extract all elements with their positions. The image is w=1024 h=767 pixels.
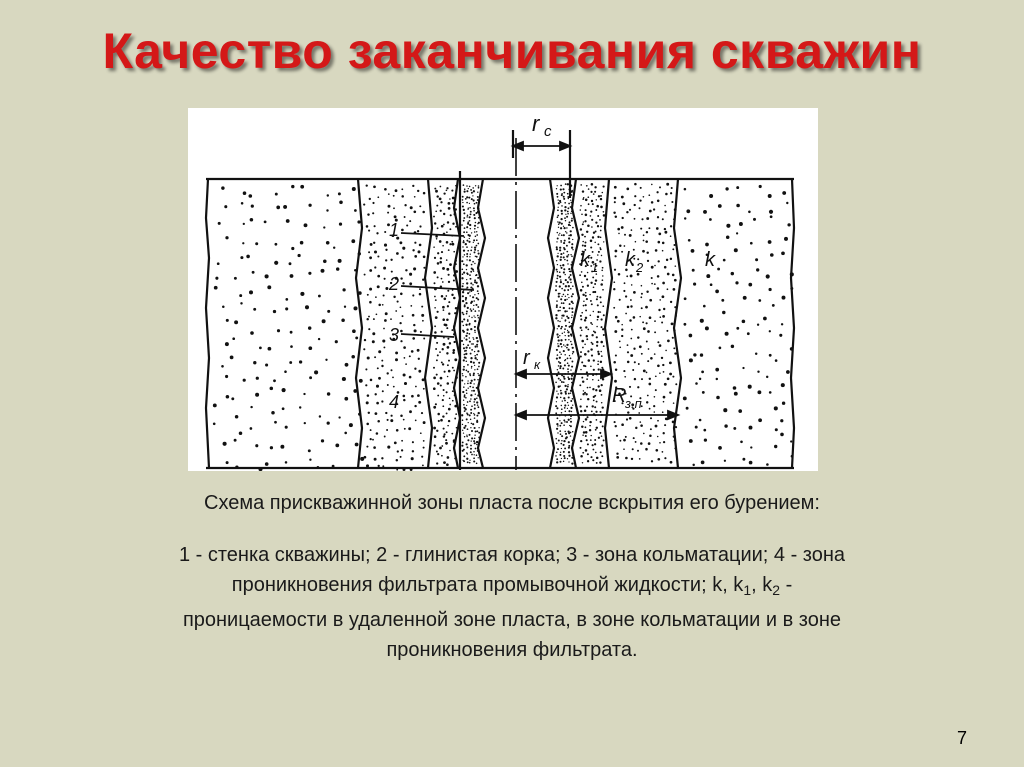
legend-line-3: проницаемости в удаленной зоне пласта, в зоне кольматации и в зоне xyxy=(182,609,842,631)
legend xyxy=(40,540,984,665)
label-rk-sub: к xyxy=(534,357,541,372)
diagram xyxy=(188,108,818,471)
label-k: k xyxy=(705,249,715,271)
diagram-outline xyxy=(206,130,794,470)
zone-k1-right-boundary xyxy=(605,179,612,468)
cake-right xyxy=(548,179,554,468)
legend-line-1: 1 - стенка скважины; 2 - глинистая корка; 3 - зона кольматации; 4 - зона xyxy=(178,544,846,566)
label-rc-sub: с xyxy=(544,123,552,140)
legend-line-4: проникновения фильтрата. xyxy=(386,639,638,661)
dot-texture xyxy=(213,183,794,471)
label-rc: r xyxy=(532,111,540,136)
slide-title: Качество заканчивания скважин xyxy=(102,23,922,79)
legend-line-2b: , k xyxy=(751,574,773,596)
label-1: 1 xyxy=(389,220,400,240)
zone-k2-right-boundary xyxy=(674,179,681,468)
label-rk: r xyxy=(523,347,530,369)
left-edge xyxy=(206,179,209,468)
legend-sub-2: 2 xyxy=(772,582,781,598)
caption-heading: Схема прискважинной зоны пласта после вскрытия его бурением: xyxy=(204,492,820,514)
label-3: 3 xyxy=(389,325,400,345)
label-2: 2 xyxy=(389,274,400,294)
zone3-left-boundary xyxy=(425,179,432,468)
label-k2-sub: 2 xyxy=(636,260,644,275)
wellbore-zone-diagram xyxy=(188,108,818,471)
label-rzp: R xyxy=(612,385,627,407)
label-rzp-sub: з.п xyxy=(625,396,642,411)
legend-line-2 xyxy=(40,570,984,605)
leader-1 xyxy=(401,233,464,236)
legend-line-2a: проникновения фильтрата промывочной жидкости; k, k xyxy=(231,574,744,596)
label-4: 4 xyxy=(389,392,400,412)
legend-line-2c: - xyxy=(780,574,793,596)
label-k2: k xyxy=(625,249,635,271)
right-edge xyxy=(791,179,794,468)
leader-3 xyxy=(401,334,454,337)
label-k1: k xyxy=(580,249,590,271)
page-number: 7 xyxy=(956,728,967,748)
label-k1-sub: 1 xyxy=(591,260,599,275)
wall-right xyxy=(572,179,579,468)
legend-sub-1: 1 xyxy=(743,582,752,598)
caption xyxy=(40,488,984,665)
